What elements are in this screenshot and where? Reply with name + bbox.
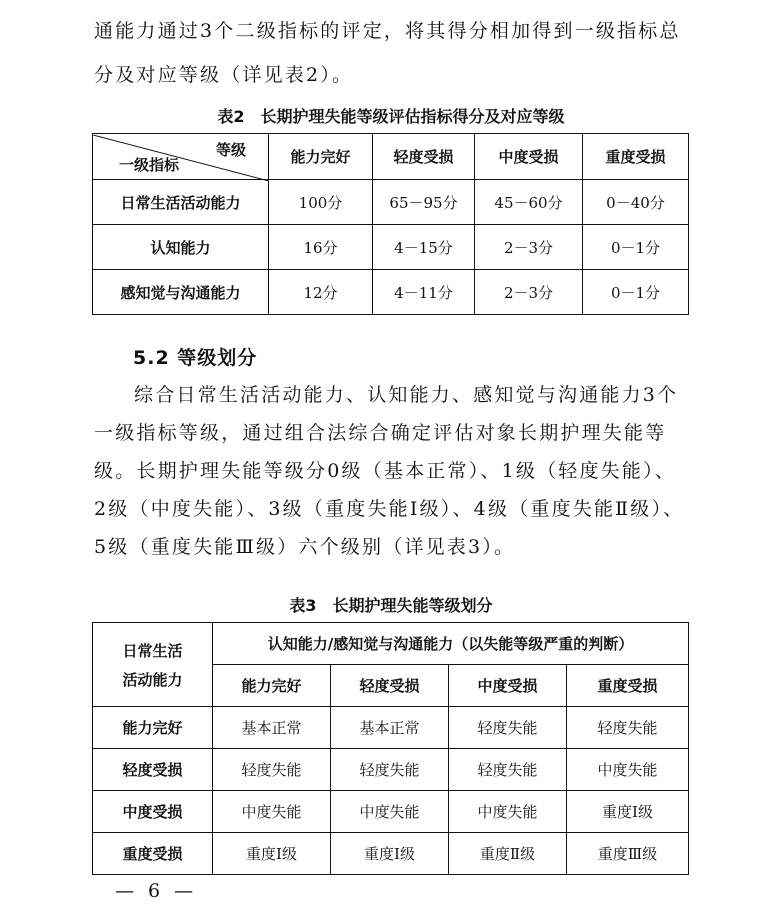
- table2-cell: 45－60分: [475, 180, 583, 225]
- table3-cell: 重度Ⅲ级: [567, 833, 689, 875]
- table3: [92, 622, 689, 875]
- table-row: [93, 707, 689, 749]
- table2-corner-bottom: 一级指标: [119, 155, 180, 174]
- table3-cell: 重度Ⅰ级: [331, 833, 449, 875]
- table3-cell: 重度Ⅰ级: [567, 791, 689, 833]
- table3-cell: 轻度失能: [331, 749, 449, 791]
- section-paragraph: 综合日常生活活动能力、认知能力、感知觉与沟通能力3个一级指标等级，通过组合法综合确定评估对象长期护理失能等级。长期护理失能等级分0级（基本正常）、1级（轻度失能）、2级（中度失能）、3级（重度失能Ⅰ级）、4级（重度失能Ⅱ级）、5级（重度失能Ⅲ级）六个级别（详见表3）。: [94, 384, 685, 558]
- intro-line-2: 分及对应等级（详见表2）。: [94, 64, 354, 86]
- table2-cell: 2－3分: [475, 225, 583, 270]
- table2-corner-cell: [93, 134, 269, 180]
- table3-header: 能力完好: [213, 665, 331, 707]
- table3-cell: 重度Ⅱ级: [449, 833, 567, 875]
- table-row: [93, 749, 689, 791]
- table2-cell: 100分: [269, 180, 373, 225]
- table2-cell: 4－15分: [373, 225, 475, 270]
- table3-caption: 表3 长期护理失能等级划分: [289, 596, 493, 615]
- intro-line-1: 通能力通过3个二级指标的评定，将其得分相加得到一级指标总: [94, 20, 681, 42]
- section-heading: 5.2 等级划分: [133, 347, 258, 369]
- table3-cell: 轻度失能: [567, 707, 689, 749]
- table3-cell: 重度Ⅰ级: [213, 833, 331, 875]
- table2-row-label: 认知能力: [93, 225, 269, 270]
- table3-row-label: 重度受损: [93, 833, 213, 875]
- page-number: — 6 —: [115, 880, 198, 902]
- table2-header: 能力完好: [269, 134, 373, 180]
- table3-cell: 中度失能: [567, 749, 689, 791]
- table-row: [93, 270, 689, 315]
- table3-cell: 基本正常: [213, 707, 331, 749]
- table-row: [93, 180, 689, 225]
- table2-header: 轻度受损: [373, 134, 475, 180]
- table3-cell: 轻度失能: [449, 707, 567, 749]
- table2-cell: 2－3分: [475, 270, 583, 315]
- table2-caption: 表2 长期护理失能等级评估指标得分及对应等级: [217, 107, 565, 126]
- table3-cell: 轻度失能: [449, 749, 567, 791]
- table3-cell: 基本正常: [331, 707, 449, 749]
- table2-row-label: 日常生活活动能力: [93, 180, 269, 225]
- table2-header: 重度受损: [583, 134, 689, 180]
- table2: [92, 133, 689, 315]
- table3-cell: 中度失能: [449, 791, 567, 833]
- table2-cell: 16分: [269, 225, 373, 270]
- table3-row-label: 能力完好: [93, 707, 213, 749]
- table3-corner-line-2: 活动能力: [122, 670, 183, 689]
- table3-row-label: 中度受损: [93, 791, 213, 833]
- table3-group-header-row: [93, 623, 689, 665]
- table2-cell: 4－11分: [373, 270, 475, 315]
- table-row: [93, 791, 689, 833]
- table2-cell: 0－40分: [583, 180, 689, 225]
- table2-cell: 65－95分: [373, 180, 475, 225]
- table3-header: 轻度受损: [331, 665, 449, 707]
- table3-group-header: 认知能力/感知觉与沟通能力（以失能等级严重的判断）: [213, 623, 689, 665]
- table2-cell: 0－1分: [583, 225, 689, 270]
- table2-cell: 0－1分: [583, 270, 689, 315]
- table2-corner-top: 等级: [215, 140, 246, 159]
- table-row: [93, 225, 689, 270]
- table3-cell: 中度失能: [331, 791, 449, 833]
- table2-cell: 12分: [269, 270, 373, 315]
- table-row: [93, 833, 689, 875]
- table3-header: 重度受损: [567, 665, 689, 707]
- table2-row-label: 感知觉与沟通能力: [93, 270, 269, 315]
- table2-header: 中度受损: [475, 134, 583, 180]
- table3-cell: 中度失能: [213, 791, 331, 833]
- table3-header: 中度受损: [449, 665, 567, 707]
- table3-cell: 轻度失能: [213, 749, 331, 791]
- table2-header-row: [93, 134, 689, 180]
- table3-row-label: 轻度受损: [93, 749, 213, 791]
- table3-corner-cell: [93, 623, 213, 707]
- table3-corner-line-1: 日常生活: [122, 641, 183, 660]
